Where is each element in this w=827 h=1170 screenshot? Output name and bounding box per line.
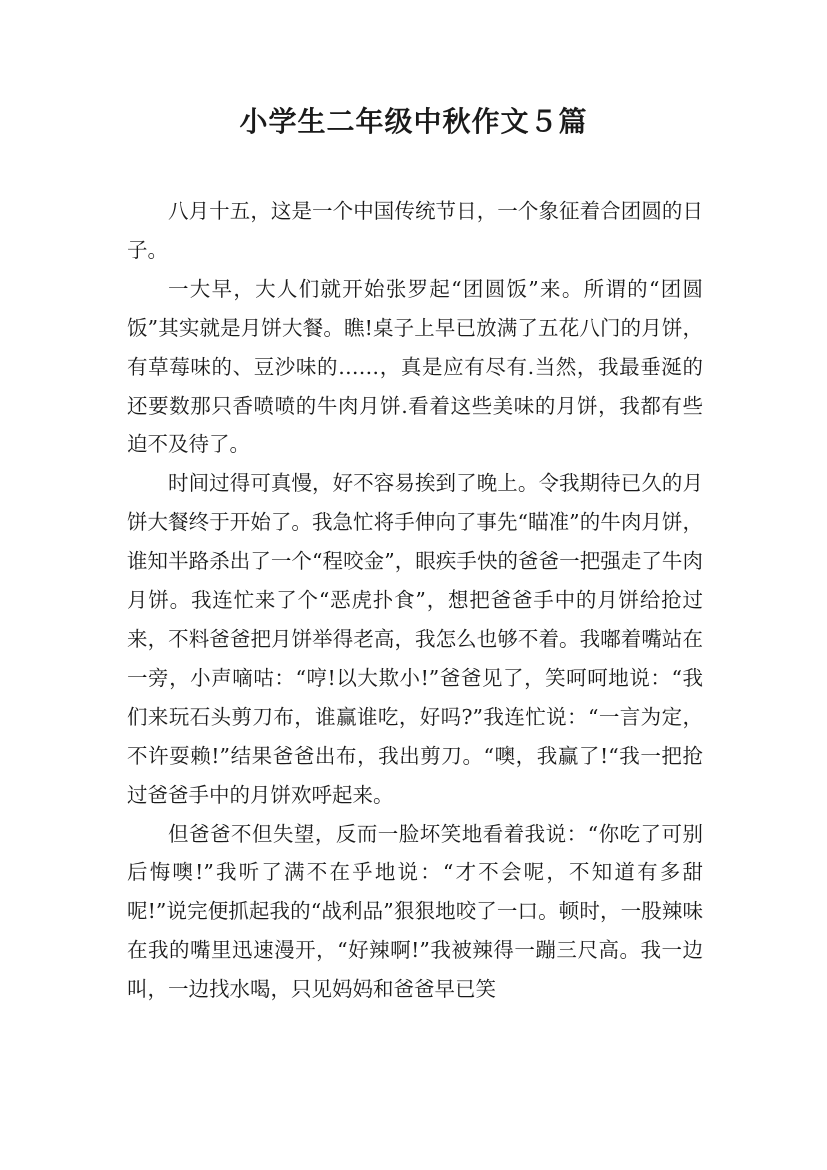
paragraph: 八月十五，这是一个中国传统节日，一个象征着合团圆的日子。 bbox=[127, 199, 703, 262]
document-title: 小学生二年级中秋作文５篇 bbox=[239, 105, 588, 138]
paragraph: 一大早，大人们就开始张罗起“团圆饭”来。所谓的“团圆饭”其实就是月饼大餐。瞧!桌子上早已放满了五花八门的月饼，有草莓味的、豆沙味的……，真是应有尽有.当然，我最垂涎的还要数那只香喷喷的牛肉月饼.看着这些美味的月饼，我都有些迫不及待了。 bbox=[127, 276, 703, 457]
paragraph: 时间过得可真慢，好不容易挨到了晚上。令我期待已久的月饼大餐终于开始了。我急忙将手伸向了事先“瞄准”的牛肉月饼，谁知半路杀出了一个“程咬金”，眼疾手快的爸爸一把强走了牛肉月饼。我连忙来了个“恶虎扑食”，想把爸爸手中的月饼给抢过来，不料爸爸把月饼举得老高，我怎么也够不着。我嘟着嘴站在一旁，小声嘀咕：“哼!以大欺小!”爸爸见了，笑呵呵地说：“我们来玩石头剪刀布，谁赢谁吃，好吗?”我连忙说：“一言为定，不许耍赖!”结果爸爸出布，我出剪刀。“噢，我赢了!“我一把抢过爸爸手中的月饼欢呼起来。 bbox=[127, 471, 703, 807]
paragraph: 但爸爸不但失望，反而一脸坏笑地看着我说：“你吃了可别后悔噢!”我听了满不在乎地说：“才不会呢，不知道有多甜呢!”说完便抓起我的“战利品”狠狠地咬了一口。顿时，一股辣味在我的嘴里迅速漫开，“好辣啊!”我被辣得一蹦三尺高。我一边叫，一边找水喝，只见妈妈和爸爸早已笑 bbox=[127, 821, 703, 1002]
document-body bbox=[127, 192, 703, 1009]
